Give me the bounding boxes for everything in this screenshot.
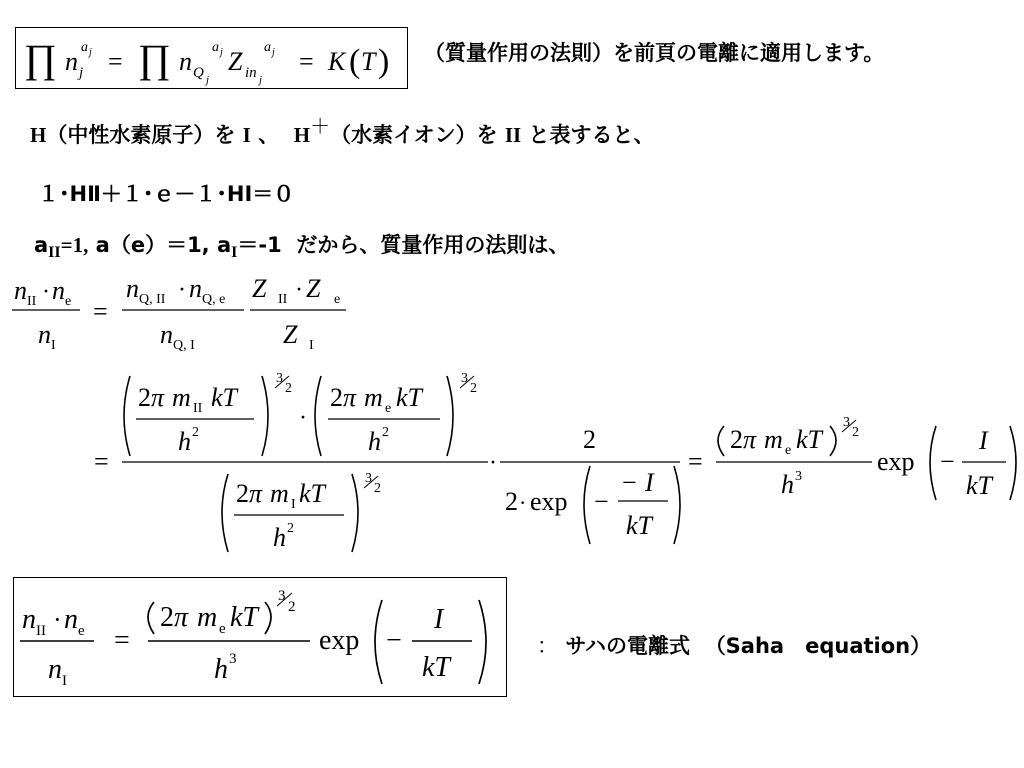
- svg-text:3: 3: [365, 471, 372, 486]
- svg-text:n: n: [179, 47, 192, 76]
- svg-text:−: −: [594, 487, 609, 516]
- svg-text:n: n: [38, 320, 51, 349]
- svg-text:kT: kT: [966, 471, 992, 500]
- svg-text:π: π: [343, 383, 357, 412]
- svg-text:2: 2: [470, 381, 477, 396]
- svg-text:j: j: [259, 74, 263, 86]
- svg-text:n: n: [65, 47, 78, 76]
- saha-name: サハの電離式: [565, 634, 691, 658]
- svg-text:2: 2: [374, 481, 381, 496]
- coef-a-ii-value: =1,: [60, 233, 89, 257]
- svg-text:a: a: [264, 40, 271, 55]
- svg-text:3: 3: [795, 469, 802, 484]
- svg-text:h: h: [368, 427, 381, 456]
- svg-text:m: m: [764, 425, 783, 454]
- svg-text:=: =: [93, 297, 108, 326]
- svg-text:Z: Z: [252, 274, 267, 303]
- svg-text:j: j: [220, 47, 223, 58]
- svg-text:e: e: [219, 621, 226, 637]
- plus-superscript: ＋: [310, 114, 331, 138]
- svg-text:j: j: [206, 74, 210, 86]
- svg-text:I: I: [291, 497, 296, 512]
- svg-text:kT: kT: [230, 602, 258, 633]
- svg-text:π: π: [174, 602, 189, 633]
- svg-text:2: 2: [288, 599, 296, 615]
- svg-text:II: II: [278, 292, 288, 307]
- svg-text:3: 3: [276, 371, 283, 386]
- svg-text:): ): [378, 43, 390, 80]
- svg-text:T: T: [361, 47, 376, 76]
- svg-text:∏: ∏: [138, 36, 171, 81]
- hplus-symbol: H: [293, 123, 311, 147]
- svg-text:e: e: [65, 294, 72, 309]
- coef-a-ii-sub: II: [48, 244, 61, 261]
- svg-text:n: n: [48, 654, 62, 685]
- svg-text:exp: exp: [319, 625, 360, 656]
- ion-description: （水素イオン）を: [330, 123, 498, 147]
- svg-text:·: ·: [42, 279, 50, 305]
- svg-text:2: 2: [330, 383, 343, 412]
- svg-text:2: 2: [583, 425, 596, 454]
- svg-text:j: j: [89, 47, 92, 58]
- svg-text:2: 2: [852, 425, 859, 440]
- svg-text:−: −: [940, 447, 955, 476]
- svg-text:kT: kT: [211, 383, 237, 412]
- saha-equation: [14, 578, 508, 698]
- svg-text:Q, e: Q, e: [202, 292, 226, 307]
- svg-text:I: I: [645, 468, 654, 497]
- svg-text:I: I: [62, 673, 67, 689]
- svg-text:e: e: [785, 443, 792, 458]
- svg-text:2: 2: [160, 602, 174, 633]
- svg-text:II: II: [193, 401, 203, 416]
- svg-text:π: π: [249, 479, 263, 508]
- svg-text:·: ·: [299, 405, 307, 431]
- svg-text:m: m: [364, 383, 383, 412]
- svg-text:h: h: [273, 523, 286, 552]
- svg-text:Z: Z: [283, 320, 298, 349]
- svg-text:n: n: [64, 604, 78, 635]
- svg-text:I: I: [309, 338, 314, 353]
- svg-text:exp: exp: [530, 487, 568, 516]
- svg-text:kT: kT: [796, 425, 822, 454]
- svg-text:n: n: [14, 276, 27, 305]
- saha-english-name: （Saha equation）: [704, 634, 932, 658]
- svg-text:2: 2: [236, 479, 249, 508]
- svg-text:kT: kT: [396, 383, 422, 412]
- svg-text:n: n: [22, 604, 36, 635]
- svg-text:I: I: [434, 604, 444, 635]
- svg-text:h: h: [178, 427, 191, 456]
- svg-text:2: 2: [192, 425, 199, 440]
- svg-text:3: 3: [843, 415, 850, 430]
- svg-text:j: j: [79, 65, 84, 81]
- svg-text:2: 2: [730, 425, 743, 454]
- coef-a-i-sub: I: [231, 244, 238, 261]
- svg-text:·: ·: [178, 277, 186, 303]
- svg-text:kT: kT: [299, 479, 325, 508]
- coefficient-tail: だから、質量作用の法則は、: [296, 233, 570, 257]
- svg-text:·: ·: [53, 605, 62, 634]
- svg-text:2: 2: [287, 521, 294, 536]
- svg-text:K: K: [328, 47, 346, 76]
- svg-text:2: 2: [138, 383, 151, 412]
- svg-text:(: (: [349, 43, 361, 80]
- svg-text:a: a: [212, 40, 219, 55]
- svg-text:in: in: [245, 65, 257, 81]
- coef-a-i-value: ＝-1: [237, 233, 282, 257]
- svg-text:2: 2: [382, 425, 389, 440]
- svg-text:π: π: [743, 425, 757, 454]
- svg-text:−: −: [386, 625, 402, 656]
- svg-text:h: h: [781, 470, 794, 499]
- svg-text:h: h: [214, 654, 228, 685]
- neutral-description: （中性水素原子）を: [46, 123, 236, 147]
- svg-text:I: I: [979, 426, 988, 455]
- svg-text:n: n: [126, 274, 139, 303]
- svg-text:I: I: [51, 338, 56, 353]
- svg-text:3: 3: [278, 588, 286, 604]
- svg-text:3: 3: [229, 651, 237, 667]
- svg-text:=: =: [299, 47, 314, 76]
- svg-text:n: n: [189, 274, 202, 303]
- svg-text:kT: kT: [626, 511, 652, 540]
- svg-text:Q, I: Q, I: [173, 338, 195, 353]
- h-symbol: H: [30, 123, 47, 147]
- coef-a-e: a（e）＝1,: [95, 233, 210, 257]
- svg-text:Z: Z: [228, 47, 243, 76]
- svg-text:n: n: [52, 276, 65, 305]
- svg-text:j: j: [272, 47, 275, 58]
- coef-a-ii: a: [34, 233, 49, 257]
- svg-text:kT: kT: [422, 652, 450, 683]
- svg-text:e: e: [78, 623, 85, 639]
- notation-tail: と表すると、: [528, 123, 655, 147]
- svg-text:II: II: [27, 294, 37, 309]
- separator: 、: [258, 123, 280, 147]
- svg-text:Q: Q: [193, 65, 204, 81]
- svg-text:2: 2: [505, 487, 518, 516]
- svg-text:=: =: [688, 447, 703, 476]
- caption-colon: ：: [537, 634, 558, 658]
- svg-text:m: m: [172, 383, 191, 412]
- svg-text:e: e: [385, 401, 392, 416]
- svg-text:e: e: [334, 292, 341, 307]
- svg-text:·: ·: [489, 450, 497, 476]
- svg-text:π: π: [151, 383, 165, 412]
- svg-text:∏: ∏: [24, 36, 57, 81]
- ion-label: II: [504, 123, 522, 147]
- svg-text:·: ·: [519, 490, 527, 515]
- svg-text:a: a: [81, 40, 88, 55]
- neutral-label: I: [242, 123, 251, 147]
- svg-text:Q, II: Q, II: [139, 292, 166, 307]
- svg-text:=: =: [108, 47, 123, 76]
- svg-text:−: −: [622, 468, 637, 497]
- svg-text:n: n: [160, 320, 173, 349]
- svg-text:2: 2: [285, 381, 292, 396]
- svg-text:m: m: [197, 602, 218, 633]
- svg-text:m: m: [270, 479, 289, 508]
- svg-text:exp: exp: [877, 447, 915, 476]
- reaction-line: １･HⅡ＋１･ｅ－１･HⅠ＝０: [38, 182, 295, 206]
- svg-text:3: 3: [461, 371, 468, 386]
- saha-equation-box: [13, 577, 507, 697]
- svg-text:=: =: [114, 625, 130, 656]
- coef-a-i: a: [216, 233, 232, 257]
- svg-text:II: II: [36, 623, 46, 639]
- svg-text:=: =: [94, 447, 109, 476]
- svg-text:Z: Z: [306, 274, 321, 303]
- mass-action-caption: （質量作用の法則）を前頁の電離に適用します。: [424, 41, 885, 65]
- svg-text:·: ·: [295, 277, 303, 303]
- saha-caption: [537, 630, 931, 660]
